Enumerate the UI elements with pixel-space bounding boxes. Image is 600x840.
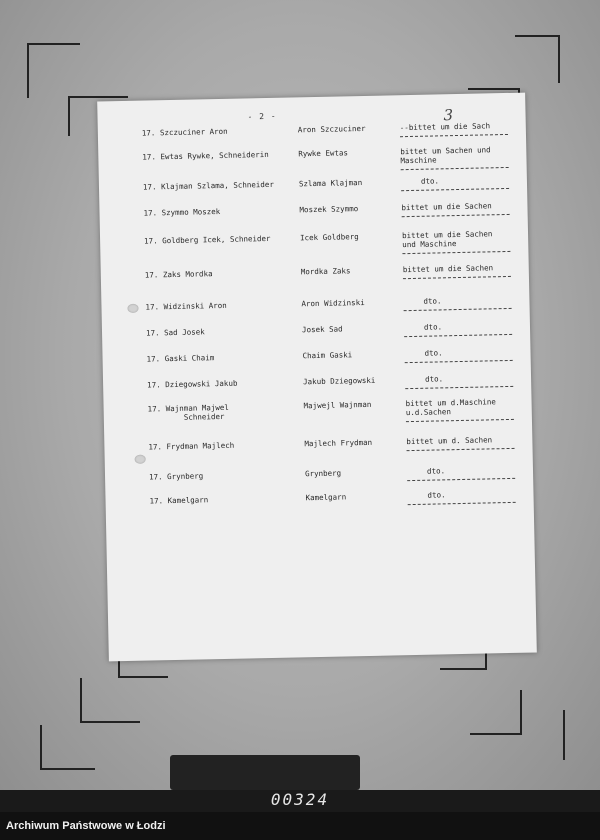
entry-reversed-name: Icek Goldberg bbox=[299, 232, 359, 243]
entry-reversed-name: Grynberg bbox=[304, 468, 342, 479]
dashed-underline bbox=[405, 359, 513, 363]
dashed-underline bbox=[408, 501, 516, 505]
dashed-underline bbox=[401, 166, 509, 170]
entry-reversed-name: Moszek Szymmo bbox=[299, 204, 359, 215]
archive-caption: Archiwum Państwowe w Łodzi bbox=[0, 812, 600, 840]
dashed-underline bbox=[402, 250, 510, 254]
entry-note bbox=[401, 201, 513, 217]
punch-hole bbox=[127, 304, 138, 313]
entry-note-line: dto. bbox=[426, 466, 446, 476]
document-page bbox=[97, 93, 537, 662]
entry-note bbox=[403, 295, 515, 311]
entry-row bbox=[101, 295, 529, 312]
entry-row bbox=[103, 373, 531, 390]
entry-note-line: Maschine bbox=[400, 155, 437, 166]
entry-reversed-name: Aron Widzinski bbox=[301, 297, 365, 309]
entry-row bbox=[100, 229, 528, 250]
entry-row bbox=[98, 145, 526, 166]
entry-note-line: --bittet um die Sach bbox=[399, 121, 491, 133]
entry-note-line: dto. bbox=[424, 348, 443, 358]
frame-line bbox=[80, 678, 82, 723]
entry-note-line: dto. bbox=[420, 176, 440, 186]
entry-name: 17. Sad Josek bbox=[145, 327, 205, 338]
entry-note-line: bittet um die Sachen bbox=[402, 263, 494, 275]
entry-note bbox=[401, 175, 513, 191]
entry-reversed-name: Josek Sad bbox=[301, 324, 343, 335]
frame-line bbox=[68, 96, 70, 136]
entry-reversed-name: Szlama Klajman bbox=[298, 178, 363, 189]
entry-note bbox=[404, 321, 516, 337]
frame-line bbox=[470, 733, 522, 735]
entry-name: 17. Dziegowski Jakub bbox=[147, 378, 238, 390]
entry-note-line: dto. bbox=[427, 490, 446, 500]
entry-note-line: bittet um d.Maschine bbox=[405, 397, 496, 409]
entry-reversed-name: Mordka Zaks bbox=[300, 266, 351, 277]
handwritten-annotation: 3 bbox=[443, 106, 454, 125]
entry-row bbox=[98, 121, 526, 138]
entry-reversed-name: Rywke Ewtas bbox=[298, 148, 349, 159]
entry-name: 17. Kamelgarn bbox=[149, 495, 209, 506]
frame-line bbox=[558, 35, 560, 83]
entry-list bbox=[97, 93, 525, 506]
frame-line bbox=[80, 721, 140, 723]
entry-note-line: und Maschine bbox=[402, 239, 457, 250]
entry-note bbox=[404, 347, 516, 363]
entry-note bbox=[405, 373, 517, 389]
entry-row bbox=[105, 464, 533, 482]
entry-reversed-name: Chaim Gaski bbox=[302, 350, 353, 361]
entry-name: 17. Grynberg bbox=[148, 471, 204, 482]
entry-name: 17. Klajman Szlama, Schneider bbox=[142, 179, 275, 192]
frame-line bbox=[40, 725, 42, 770]
entry-note-line: bittet um d. Sachen bbox=[406, 435, 493, 447]
entry-note-line: bittet um die Sachen bbox=[401, 229, 493, 241]
frame-line bbox=[27, 43, 29, 98]
frame-line bbox=[27, 43, 80, 45]
entry-note-line: dto. bbox=[424, 374, 444, 384]
entry-row bbox=[104, 435, 532, 452]
entry-row bbox=[103, 347, 531, 364]
entry-name: 17. Gaski Chaim bbox=[146, 353, 215, 364]
entry-note bbox=[403, 263, 515, 279]
entry-note-line: dto. bbox=[423, 322, 443, 332]
entry-note bbox=[407, 489, 519, 505]
page-number: - 2 - bbox=[247, 111, 277, 122]
frame-line bbox=[440, 668, 487, 670]
dashed-underline bbox=[406, 418, 514, 422]
frame-line bbox=[563, 710, 565, 760]
entry-note bbox=[406, 435, 518, 451]
dashed-underline bbox=[407, 477, 515, 481]
entry-note bbox=[402, 229, 514, 254]
entry-reversed-name: Majlech Frydman bbox=[304, 437, 373, 449]
frame-line bbox=[515, 35, 560, 37]
entry-note-line: dto. bbox=[423, 296, 442, 306]
frame-line bbox=[118, 676, 168, 678]
entry-row bbox=[102, 321, 530, 338]
entry-row bbox=[104, 397, 532, 422]
entry-name: 17. Widzinski Aron bbox=[145, 300, 227, 312]
entry-name: 17. Wajnman Majwel bbox=[147, 402, 229, 414]
entry-occupation: Schneider bbox=[183, 411, 225, 422]
entry-row bbox=[99, 201, 527, 218]
entry-name: 17. Szymmo Moszek bbox=[143, 206, 221, 218]
film-frame-number: 00324 bbox=[270, 790, 330, 809]
entry-reversed-name: Majwejl Wajnman bbox=[303, 399, 372, 411]
entry-note bbox=[407, 465, 519, 481]
entry-name: 17. Goldberg Icek, Schneider bbox=[144, 233, 271, 246]
dashed-underline bbox=[407, 447, 515, 451]
entry-row bbox=[99, 175, 527, 192]
entry-row bbox=[101, 263, 529, 280]
entry-name: 17. Zaks Mordka bbox=[144, 269, 213, 280]
entry-note-line: bittet um die Sachen bbox=[401, 201, 492, 213]
entry-reversed-name: Aron Szczuciner bbox=[297, 123, 366, 135]
entry-note bbox=[400, 121, 512, 137]
entry-name: 17. Frydman Majlech bbox=[148, 440, 235, 452]
dashed-underline bbox=[400, 133, 508, 137]
dashed-underline bbox=[405, 385, 513, 389]
entry-name: 17. Ewtas Rywke, Schneiderin bbox=[142, 149, 269, 162]
entry-reversed-name: Kamelgarn bbox=[305, 492, 347, 503]
entry-note bbox=[405, 397, 517, 422]
entry-note-line: bittet um Sachen und bbox=[400, 145, 491, 157]
entry-reversed-name: Jakub Dziegowski bbox=[303, 375, 376, 387]
frame-line bbox=[520, 690, 522, 735]
frame-line bbox=[40, 768, 95, 770]
entry-note bbox=[400, 145, 512, 170]
film-shadow-band bbox=[170, 755, 360, 790]
dashed-underline bbox=[402, 213, 510, 217]
dashed-underline bbox=[404, 307, 512, 311]
frame-line bbox=[468, 88, 520, 90]
frame-line bbox=[68, 96, 128, 98]
dashed-underline bbox=[401, 187, 509, 191]
dashed-underline bbox=[403, 275, 511, 279]
entry-row bbox=[105, 488, 533, 506]
dashed-underline bbox=[404, 333, 512, 337]
entry-name: 17. Szczuciner Aron bbox=[141, 126, 228, 138]
punch-hole bbox=[135, 455, 146, 464]
entry-note-line: u.d.Sachen bbox=[405, 407, 452, 418]
